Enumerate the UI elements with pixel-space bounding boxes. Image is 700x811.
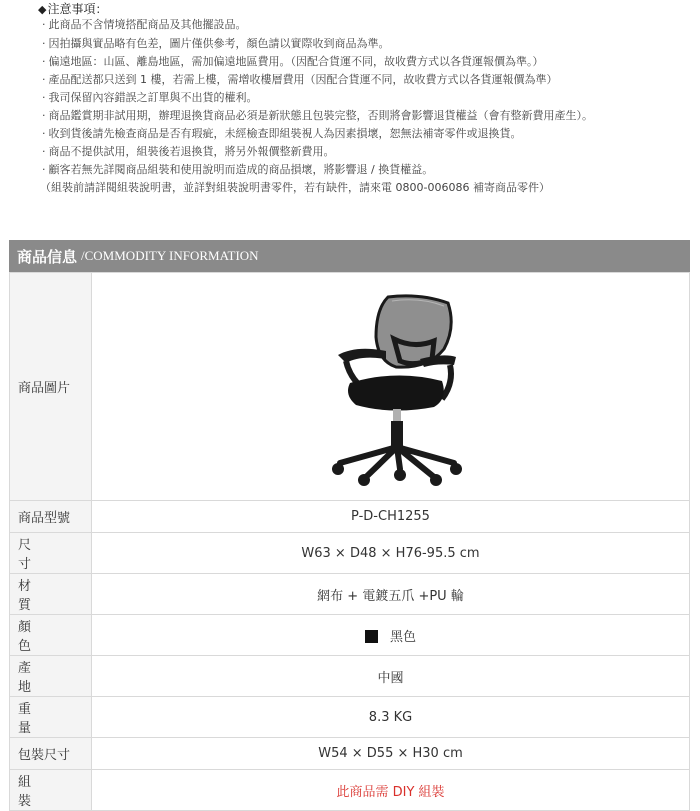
note-item: · 顧客若無先詳閱商品組裝和使用說明而造成的商品損壞，將影響退 / 換貨權益。 — [42, 163, 434, 176]
spec-table — [9, 272, 690, 811]
note-item: · 商品不提供試用，組裝後若退換貨，將另外報價整新費用。 — [42, 145, 335, 158]
spec-label: 顏色 — [10, 615, 92, 656]
weight-value: 8.3 KG — [92, 697, 690, 738]
spec-label: 產地 — [10, 656, 92, 697]
table-row — [10, 615, 690, 656]
note-item: · 商品鑑賞期非試用期，辦理退換貨商品必須是新狀態且包裝完整，否則將會影響退貨權益（會有整新費用產生）。 — [42, 109, 593, 122]
note-item: · 因拍攝與實品略有色差，圖片僅供參考，顏色請以實際收到商品為準。 — [42, 37, 390, 50]
spec-label: 商品型號 — [10, 501, 92, 533]
commodity-information — [9, 240, 690, 811]
spec-header — [9, 240, 690, 272]
notes-title: ◆注意事項： — [38, 2, 108, 16]
note-item: · 產品配送都只送到 1 樓，若需上樓，需增收樓層費用（因配合貨運不同，故收費方式以各貨運報價為準） — [42, 73, 558, 86]
product-image-cell — [92, 273, 690, 501]
table-row — [10, 273, 690, 501]
office-chair-image — [316, 287, 466, 487]
spec-label: 重量 — [10, 697, 92, 738]
note-item: · 此商品不含情境搭配商品及其他擺設品。 — [42, 18, 247, 31]
image-label: 商品圖片 — [10, 273, 92, 501]
table-row — [10, 697, 690, 738]
spec-header-subtitle: /COMMODITY INFORMATION — [81, 248, 259, 263]
note-item: · 我司保留內容錯誤之訂單與不出貨的權利。 — [42, 91, 258, 104]
model-value: P-D-CH1255 — [92, 501, 690, 533]
color-swatch — [365, 630, 378, 643]
spec-label: 包裝尺寸 — [10, 738, 92, 770]
table-row — [10, 656, 690, 697]
note-item: · 偏遠地區：山區、離島地區，需加偏遠地區費用。（因配合貨運不同，故收費方式以各貨運報價為準。） — [42, 55, 544, 68]
table-row — [10, 738, 690, 770]
table-row — [10, 533, 690, 574]
origin-value: 中國 — [92, 656, 690, 697]
package-size-value: W54 × D55 × H30 cm — [92, 738, 690, 770]
table-row — [10, 501, 690, 533]
note-item: · 收到貨後請先檢查商品是否有瑕疵，未經檢查即組裝視人為因素損壞，恕無法補寄零件或退換貨。 — [42, 127, 522, 140]
spec-label: 尺寸 — [10, 533, 92, 574]
material-value: 網布 + 電鍍五爪 +PU 輪 — [92, 574, 690, 615]
assembly-value: 此商品需 DIY 組裝 — [92, 770, 690, 811]
table-row — [10, 770, 690, 811]
table-row — [10, 574, 690, 615]
color-value: 黑色 — [389, 629, 416, 645]
diamond-icon: ◆ — [38, 3, 47, 16]
color-cell — [92, 615, 690, 656]
spec-header-title: 商品信息 — [17, 247, 78, 266]
size-value: W63 × D48 × H76-95.5 cm — [92, 533, 690, 574]
assembly-note: （組裝前請詳閱組裝說明書，並詳對組裝說明書零件，若有缺件，請來電 0800-006086 補寄商品零件） — [40, 181, 550, 194]
spec-label: 組裝 — [10, 770, 92, 811]
spec-label: 材質 — [10, 574, 92, 615]
